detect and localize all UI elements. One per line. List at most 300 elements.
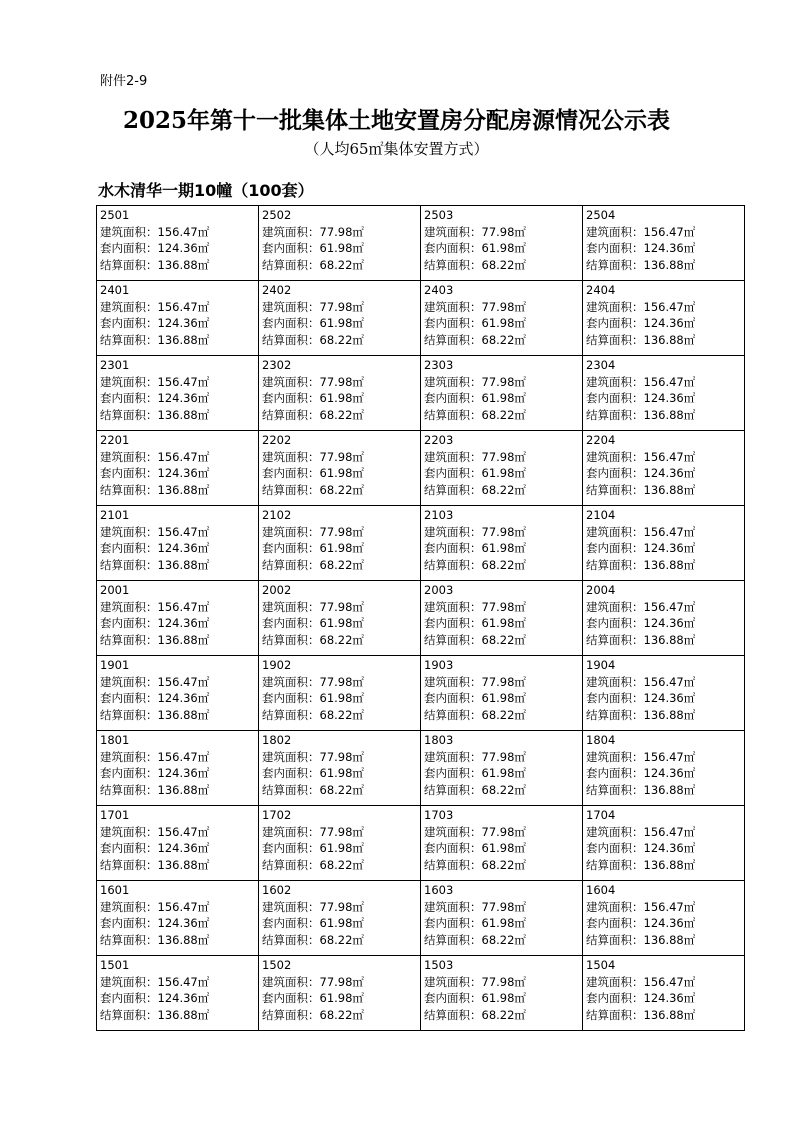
inner-area (424, 315, 579, 332)
building-area (424, 974, 579, 991)
settlement-area-label: 结算面积： (262, 1007, 320, 1022)
inner-area-label: 套内面积： (262, 841, 320, 855)
inner-area-value: 61.98㎡ (481, 616, 526, 630)
inner-area-label: 套内面积： (424, 691, 482, 705)
inner-area-value: 61.98㎡ (481, 466, 526, 480)
building-area-label: 建筑面积： (262, 299, 320, 314)
settlement-area-value: 136.88㎡ (157, 407, 210, 422)
settlement-area-label: 结算面积： (100, 482, 158, 497)
inner-area (100, 765, 255, 782)
inner-area-label: 套内面积： (424, 466, 482, 480)
inner-area-label: 套内面积： (586, 316, 644, 330)
inner-area-value: 124.36㎡ (643, 241, 696, 255)
building-area (100, 749, 255, 766)
settlement-area-value: 68.22㎡ (319, 557, 364, 572)
inner-area-label: 套内面积： (424, 991, 482, 1005)
settlement-area-value: 136.88㎡ (643, 857, 696, 872)
building-area-label: 建筑面积： (100, 899, 158, 914)
settlement-area (262, 632, 417, 649)
building-area-label: 建筑面积： (262, 524, 320, 539)
building-area-value: 77.98㎡ (481, 374, 526, 389)
inner-area-value: 61.98㎡ (481, 916, 526, 930)
unit-cell (421, 431, 583, 506)
unit-cell (259, 281, 421, 356)
building-area (586, 299, 741, 316)
inner-area (424, 915, 579, 932)
settlement-area-value: 68.22㎡ (319, 707, 364, 722)
building-area (424, 824, 579, 841)
building-area-label: 建筑面积： (262, 674, 320, 689)
building-area (262, 674, 417, 691)
building-area-value: 156.47㎡ (643, 524, 696, 539)
building-area (100, 374, 255, 391)
building-area-value: 156.47㎡ (157, 824, 210, 839)
building-area (586, 824, 741, 841)
building-area-value: 156.47㎡ (643, 749, 696, 764)
settlement-area-value: 136.88㎡ (643, 482, 696, 497)
table-row (97, 806, 745, 881)
settlement-area-label: 结算面积： (424, 632, 482, 647)
building-area-label: 建筑面积： (586, 299, 644, 314)
building-area-value: 77.98㎡ (481, 749, 526, 764)
building-area (262, 299, 417, 316)
settlement-area (586, 707, 741, 724)
building-area (262, 974, 417, 991)
building-area-label: 建筑面积： (424, 449, 482, 464)
inner-area-value: 124.36㎡ (643, 916, 696, 930)
inner-area-value: 124.36㎡ (157, 616, 210, 630)
settlement-area (424, 332, 579, 349)
settlement-area-label: 结算面积： (424, 257, 482, 272)
building-area-label: 建筑面积： (100, 374, 158, 389)
building-area (424, 899, 579, 916)
unit-cell (583, 881, 745, 956)
settlement-area-value: 68.22㎡ (481, 932, 526, 947)
settlement-area-value: 68.22㎡ (481, 482, 526, 497)
inner-area-value: 124.36㎡ (643, 391, 696, 405)
inner-area-value: 61.98㎡ (481, 391, 526, 405)
settlement-area-label: 结算面积： (262, 257, 320, 272)
page-subtitle: （人均65㎡集体安置方式） (304, 140, 489, 158)
settlement-area-label: 结算面积： (586, 407, 644, 422)
settlement-area (586, 257, 741, 274)
building-area-value: 156.47㎡ (157, 974, 210, 989)
inner-area-label: 套内面积： (100, 391, 158, 405)
building-area-value: 156.47㎡ (643, 974, 696, 989)
unit-cell (421, 206, 583, 281)
inner-area-value: 124.36㎡ (157, 766, 210, 780)
settlement-area (262, 257, 417, 274)
unit-number: 1502 (262, 958, 292, 972)
building-area (100, 299, 255, 316)
inner-area (262, 615, 417, 632)
inner-area-value: 61.98㎡ (319, 766, 364, 780)
building-area-label: 建筑面积： (586, 224, 644, 239)
inner-area-value: 124.36㎡ (643, 766, 696, 780)
settlement-area-value: 136.88㎡ (643, 632, 696, 647)
settlement-area-label: 结算面积： (586, 782, 644, 797)
unit-cell (259, 431, 421, 506)
settlement-area-label: 结算面积： (586, 257, 644, 272)
inner-area (262, 240, 417, 257)
settlement-area-value: 68.22㎡ (319, 782, 364, 797)
building-area-value: 77.98㎡ (481, 824, 526, 839)
unit-cell (97, 656, 259, 731)
settlement-area-label: 结算面积： (100, 1007, 158, 1022)
inner-area (262, 540, 417, 557)
inner-area (100, 840, 255, 857)
unit-number: 1604 (586, 883, 616, 897)
settlement-area-value: 68.22㎡ (319, 857, 364, 872)
settlement-area (424, 1007, 579, 1024)
building-area-value: 77.98㎡ (319, 749, 364, 764)
settlement-area-label: 结算面积： (100, 407, 158, 422)
building-area (100, 824, 255, 841)
unit-number: 1902 (262, 658, 292, 672)
unit-cell (421, 506, 583, 581)
inner-area (586, 465, 741, 482)
building-area (586, 974, 741, 991)
unit-cell (583, 281, 745, 356)
inner-area-label: 套内面积： (100, 241, 158, 255)
settlement-area-label: 结算面积： (262, 932, 320, 947)
building-area-label: 建筑面积： (586, 749, 644, 764)
settlement-area-label: 结算面积： (424, 1007, 482, 1022)
inner-area-value: 124.36㎡ (643, 316, 696, 330)
settlement-area-value: 136.88㎡ (157, 557, 210, 572)
unit-cell (583, 656, 745, 731)
unit-number: 2502 (262, 208, 292, 222)
inner-area-label: 套内面积： (424, 316, 482, 330)
building-area-label: 建筑面积： (586, 674, 644, 689)
settlement-area (262, 707, 417, 724)
inner-area-value: 61.98㎡ (319, 316, 364, 330)
table-row (97, 206, 745, 281)
building-area (262, 224, 417, 241)
unit-number: 2104 (586, 508, 616, 522)
building-area-label: 建筑面积： (586, 449, 644, 464)
settlement-area (100, 482, 255, 499)
building-area-label: 建筑面积： (262, 449, 320, 464)
inner-area (424, 240, 579, 257)
settlement-area-value: 136.88㎡ (643, 257, 696, 272)
settlement-area-label: 结算面积： (262, 332, 320, 347)
inner-area-label: 套内面积： (586, 991, 644, 1005)
settlement-area-label: 结算面积： (424, 707, 482, 722)
building-area (100, 599, 255, 616)
inner-area-label: 套内面积： (424, 616, 482, 630)
inner-area-value: 61.98㎡ (319, 916, 364, 930)
table-row (97, 506, 745, 581)
unit-cell (421, 731, 583, 806)
settlement-area-label: 结算面积： (100, 257, 158, 272)
settlement-area (262, 1007, 417, 1024)
settlement-area (100, 332, 255, 349)
unit-cell (97, 956, 259, 1031)
inner-area-value: 124.36㎡ (157, 541, 210, 555)
building-area (262, 599, 417, 616)
building-area (424, 374, 579, 391)
inner-area-value: 124.36㎡ (157, 841, 210, 855)
settlement-area (100, 782, 255, 799)
building-area-value: 156.47㎡ (157, 299, 210, 314)
inner-area (100, 615, 255, 632)
building-area-value: 77.98㎡ (319, 599, 364, 614)
inner-area-label: 套内面积： (586, 691, 644, 705)
unit-number: 2404 (586, 283, 616, 297)
building-area (424, 224, 579, 241)
inner-area (262, 390, 417, 407)
inner-area-value: 61.98㎡ (481, 991, 526, 1005)
building-area-value: 156.47㎡ (157, 374, 210, 389)
table-row (97, 956, 745, 1031)
unit-cell (421, 356, 583, 431)
annex-label: 附件2-9 (100, 74, 148, 89)
settlement-area (424, 557, 579, 574)
inner-area-value: 124.36㎡ (157, 241, 210, 255)
settlement-area-value: 68.22㎡ (481, 557, 526, 572)
inner-area (424, 465, 579, 482)
settlement-area-label: 结算面积： (262, 482, 320, 497)
settlement-area (262, 857, 417, 874)
building-heading: 水木清华一期10幢（100套） (98, 181, 314, 200)
inner-area (100, 315, 255, 332)
settlement-area-value: 136.88㎡ (643, 782, 696, 797)
inner-area-label: 套内面积： (100, 841, 158, 855)
settlement-area-value: 68.22㎡ (481, 857, 526, 872)
building-area-label: 建筑面积： (262, 374, 320, 389)
building-area-value: 77.98㎡ (319, 299, 364, 314)
building-area-value: 77.98㎡ (481, 674, 526, 689)
building-area-value: 156.47㎡ (643, 449, 696, 464)
inner-area-value: 124.36㎡ (157, 691, 210, 705)
inner-area-label: 套内面积： (586, 466, 644, 480)
settlement-area (586, 482, 741, 499)
building-area (424, 299, 579, 316)
unit-cell (583, 581, 745, 656)
settlement-area-label: 结算面积： (424, 782, 482, 797)
settlement-area-value: 68.22㎡ (319, 482, 364, 497)
building-area-label: 建筑面积： (100, 749, 158, 764)
unit-number: 2202 (262, 433, 292, 447)
inner-area (262, 915, 417, 932)
settlement-area-value: 136.88㎡ (157, 632, 210, 647)
settlement-area (424, 857, 579, 874)
inner-area-label: 套内面积： (262, 991, 320, 1005)
building-area-value: 77.98㎡ (481, 299, 526, 314)
building-area (424, 449, 579, 466)
settlement-area-value: 136.88㎡ (643, 1007, 696, 1022)
building-area-value: 156.47㎡ (157, 449, 210, 464)
table-row (97, 431, 745, 506)
unit-number: 1804 (586, 733, 616, 747)
unit-number: 2503 (424, 208, 454, 222)
unit-cell (583, 806, 745, 881)
inner-area-label: 套内面积： (262, 316, 320, 330)
inner-area-label: 套内面积： (586, 391, 644, 405)
settlement-area-value: 68.22㎡ (481, 632, 526, 647)
unit-number: 2101 (100, 508, 130, 522)
inner-area (586, 840, 741, 857)
unit-cell (259, 956, 421, 1031)
building-area-value: 77.98㎡ (481, 524, 526, 539)
building-area-label: 建筑面积： (262, 749, 320, 764)
settlement-area (424, 407, 579, 424)
building-area (262, 449, 417, 466)
unit-cell (97, 356, 259, 431)
building-area-label: 建筑面积： (100, 224, 158, 239)
inner-area (424, 615, 579, 632)
unit-number: 2304 (586, 358, 616, 372)
inner-area-value: 61.98㎡ (481, 691, 526, 705)
building-area-label: 建筑面积： (424, 899, 482, 914)
settlement-area (424, 782, 579, 799)
inner-area-label: 套内面积： (424, 241, 482, 255)
unit-cell (259, 656, 421, 731)
unit-number: 2204 (586, 433, 616, 447)
inner-area (262, 690, 417, 707)
inner-area-value: 124.36㎡ (643, 841, 696, 855)
inner-area-value: 124.36㎡ (643, 691, 696, 705)
building-area-value: 156.47㎡ (643, 674, 696, 689)
inner-area (100, 690, 255, 707)
building-area (424, 599, 579, 616)
inner-area-value: 61.98㎡ (319, 841, 364, 855)
unit-number: 2403 (424, 283, 454, 297)
inner-area-label: 套内面积： (424, 841, 482, 855)
building-area-value: 156.47㎡ (157, 674, 210, 689)
unit-cell (583, 506, 745, 581)
settlement-area-label: 结算面积： (424, 557, 482, 572)
inner-area (100, 465, 255, 482)
settlement-area (424, 482, 579, 499)
unit-cell (97, 731, 259, 806)
settlement-area (424, 632, 579, 649)
building-area-label: 建筑面积： (100, 674, 158, 689)
settlement-area-label: 结算面积： (586, 482, 644, 497)
unit-cell (583, 356, 745, 431)
building-area-value: 77.98㎡ (319, 974, 364, 989)
building-area-label: 建筑面积： (424, 299, 482, 314)
building-area-value: 77.98㎡ (319, 899, 364, 914)
building-area-label: 建筑面积： (100, 524, 158, 539)
inner-area-label: 套内面积： (262, 466, 320, 480)
settlement-area-label: 结算面积： (262, 407, 320, 422)
building-area-value: 156.47㎡ (643, 599, 696, 614)
building-area-label: 建筑面积： (586, 974, 644, 989)
building-area-label: 建筑面积： (424, 749, 482, 764)
building-area-label: 建筑面积： (424, 224, 482, 239)
unit-cell (421, 581, 583, 656)
inner-area (586, 540, 741, 557)
settlement-area-value: 136.88㎡ (643, 407, 696, 422)
settlement-area (586, 782, 741, 799)
building-area-label: 建筑面积： (424, 974, 482, 989)
settlement-area (586, 857, 741, 874)
inner-area (586, 765, 741, 782)
building-area-label: 建筑面积： (586, 524, 644, 539)
settlement-area (262, 482, 417, 499)
settlement-area-value: 136.88㎡ (643, 707, 696, 722)
settlement-area-value: 68.22㎡ (481, 707, 526, 722)
inner-area-value: 61.98㎡ (319, 616, 364, 630)
unit-number: 2402 (262, 283, 292, 297)
inner-area (262, 465, 417, 482)
settlement-area-value: 68.22㎡ (319, 332, 364, 347)
settlement-area-value: 136.88㎡ (643, 932, 696, 947)
settlement-area-value: 136.88㎡ (157, 857, 210, 872)
unit-cell (421, 281, 583, 356)
building-area-label: 建筑面积： (100, 449, 158, 464)
building-area-value: 77.98㎡ (319, 824, 364, 839)
settlement-area-value: 136.88㎡ (157, 257, 210, 272)
building-area (586, 374, 741, 391)
inner-area-label: 套内面积： (262, 691, 320, 705)
building-area-label: 建筑面积： (100, 599, 158, 614)
unit-number: 1603 (424, 883, 454, 897)
settlement-area (586, 557, 741, 574)
settlement-area-label: 结算面积： (424, 932, 482, 947)
settlement-area (424, 707, 579, 724)
inner-area-value: 61.98㎡ (481, 316, 526, 330)
unit-cell (583, 206, 745, 281)
inner-area (100, 540, 255, 557)
unit-number: 2102 (262, 508, 292, 522)
table-row (97, 881, 745, 956)
page-title: 2025年第十一批集体土地安置房分配房源情况公示表 (122, 107, 670, 134)
inner-area (262, 990, 417, 1007)
inner-area-label: 套内面积： (586, 766, 644, 780)
building-area-label: 建筑面积： (586, 899, 644, 914)
unit-number: 2004 (586, 583, 616, 597)
building-area-value: 77.98㎡ (319, 224, 364, 239)
inner-area-label: 套内面积： (424, 391, 482, 405)
settlement-area-label: 结算面积： (100, 707, 158, 722)
unit-number: 1504 (586, 958, 616, 972)
unit-number: 1901 (100, 658, 130, 672)
inner-area-value: 61.98㎡ (319, 691, 364, 705)
inner-area-label: 套内面积： (262, 391, 320, 405)
settlement-area-value: 68.22㎡ (319, 932, 364, 947)
building-area (424, 674, 579, 691)
inner-area-label: 套内面积： (586, 541, 644, 555)
settlement-area-label: 结算面积： (100, 557, 158, 572)
settlement-area-label: 结算面积： (586, 332, 644, 347)
settlement-area (100, 857, 255, 874)
inner-area-value: 124.36㎡ (157, 916, 210, 930)
building-area (100, 524, 255, 541)
settlement-area-value: 68.22㎡ (319, 1007, 364, 1022)
settlement-area-value: 68.22㎡ (481, 257, 526, 272)
building-area (586, 599, 741, 616)
unit-number: 1904 (586, 658, 616, 672)
settlement-area-label: 结算面积： (586, 557, 644, 572)
inner-area-label: 套内面积： (424, 916, 482, 930)
building-area-label: 建筑面积： (262, 599, 320, 614)
unit-cell (97, 431, 259, 506)
unit-cell (421, 806, 583, 881)
building-area (100, 674, 255, 691)
inner-area-value: 124.36㎡ (157, 391, 210, 405)
building-area-label: 建筑面积： (586, 599, 644, 614)
building-area-value: 156.47㎡ (643, 299, 696, 314)
settlement-area-value: 136.88㎡ (157, 1007, 210, 1022)
settlement-area-label: 结算面积： (262, 707, 320, 722)
inner-area-label: 套内面积： (424, 766, 482, 780)
building-area-label: 建筑面积： (262, 224, 320, 239)
unit-number: 2301 (100, 358, 130, 372)
inner-area (586, 390, 741, 407)
